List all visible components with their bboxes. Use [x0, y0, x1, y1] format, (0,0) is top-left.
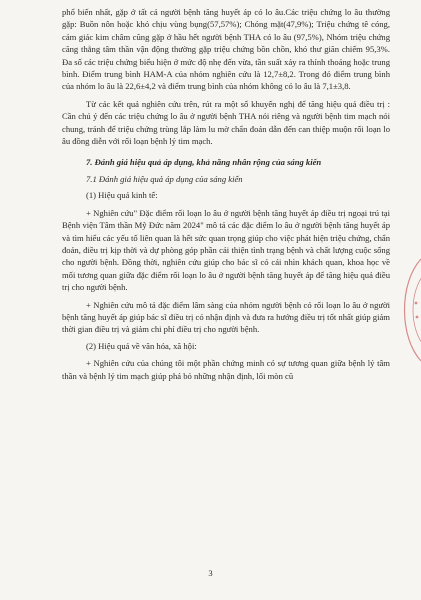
seal-inner-arc — [413, 273, 421, 347]
seal-dot — [415, 302, 418, 305]
subheading-social: (2) Hiệu quả về văn hóa, xã hội: — [86, 340, 197, 351]
section-heading-7-1: 7.1 Đánh giá hiệu quả áp dụng của sáng kiến — [86, 173, 243, 184]
paragraph-social: + Nghiên cứu của chúng tôi một phần chứng minh có sự tương quan giữa bệnh lý tâm thần và bệnh lý tim mạch giúp phá bỏ những nhận định, lối mòn cũ — [62, 358, 390, 381]
section-heading-7: 7. Đánh giá hiệu quả áp dụng, khả năng nhân rộng của sáng kiến — [86, 157, 322, 168]
paragraph-economic-2: + Nghiên cứu mô tả đặc điểm lâm sàng của nhóm người bệnh có rối loạn lo âu ở người bệnh tăng huyết áp giúp bác sĩ điều trị có nhận định và đưa ra hướng điều trị tốt nhất giúp giảm thời gian điều trị và giảm chi phí điều trị cho người bệnh. — [62, 299, 390, 335]
page-body — [62, 6, 390, 382]
page-number: 3 — [208, 568, 213, 578]
paragraph-economic-1: + Nghiên cứu" Đặc điểm rối loạn lo âu ở người bệnh tăng huyết áp điều trị ngoại trú tại Bệnh viện Tâm thần Mỹ Đức năm 2024" mô tả các đặc điểm lo âu ở người bệnh tăng huyết áp và tìm hiểu các yếu tố liên quan là hết sức quan trọng giúp cho việc phát hiện triệu chứng, chẩn đoán, điều trị kịp thời và dự phòng góp phần cải thiện tình trạng bệnh và chất lượng cuộc sống cho người bệnh. Đồng thời, nghiên cứu giúp cho bác sĩ có cái nhìn khách quan, khoa học về mối tương quan giữa đặc điểm rối loạn lo âu ở người bệnh tăng huyết áp để tăng hiệu quả điều trị cho người bệnh. — [62, 207, 390, 293]
seal-stamp — [395, 255, 421, 365]
paragraph-symptoms: phổ biến nhất, gặp ở tất cả người bệnh tăng huyết áp có lo âu.Các triệu chứng lo âu thường gặp: Buồn nôn hoặc khó chịu vùng bụng(57,57%); Chóng mặt(47,9%); Triệu chứng tê cóng, cảm giác kim châm cũng gặp ở hầu hết người bệnh THA có lo âu (97,5%), Nhóm triệu chứng căng thẳng tâm thần vận động thường gặp triệu chứng bồn chồn, khó thư giãn chiếm 95,3%. Đa số các triệu chứng biểu hiện ở mức độ nhẹ đến vừa, tần suất xảy ra thỉnh thoảng hoặc trung bình. Điểm trung bình HAM-A của nhóm nghiên cứu là 12,7±8,2. Trong đó điểm trung bình của nhóm lo âu là 22,6±4,2 và điểm trung bình của nhóm không có lo âu là 7,1±3,8. — [62, 7, 390, 92]
paragraph-recommendations: Từ các kết quả nghiên cứu trên, rút ra một số khuyến nghị để tăng hiệu quả điều trị : Cần chú ý đến các triệu chứng lo âu ở người bệnh THA nói riêng và người bệnh tim mạch nói chung, tránh để triệu chứng trùng lắp làm lu mờ chẩn đoán dẫn đến can thiệp muộn rối loạn lo âu đồng diễn với rối loạn bệnh lý tim mạch. — [62, 98, 390, 147]
subheading-economic: (1) Hiệu quả kinh tế: — [86, 190, 158, 201]
seal-dot — [416, 316, 419, 319]
